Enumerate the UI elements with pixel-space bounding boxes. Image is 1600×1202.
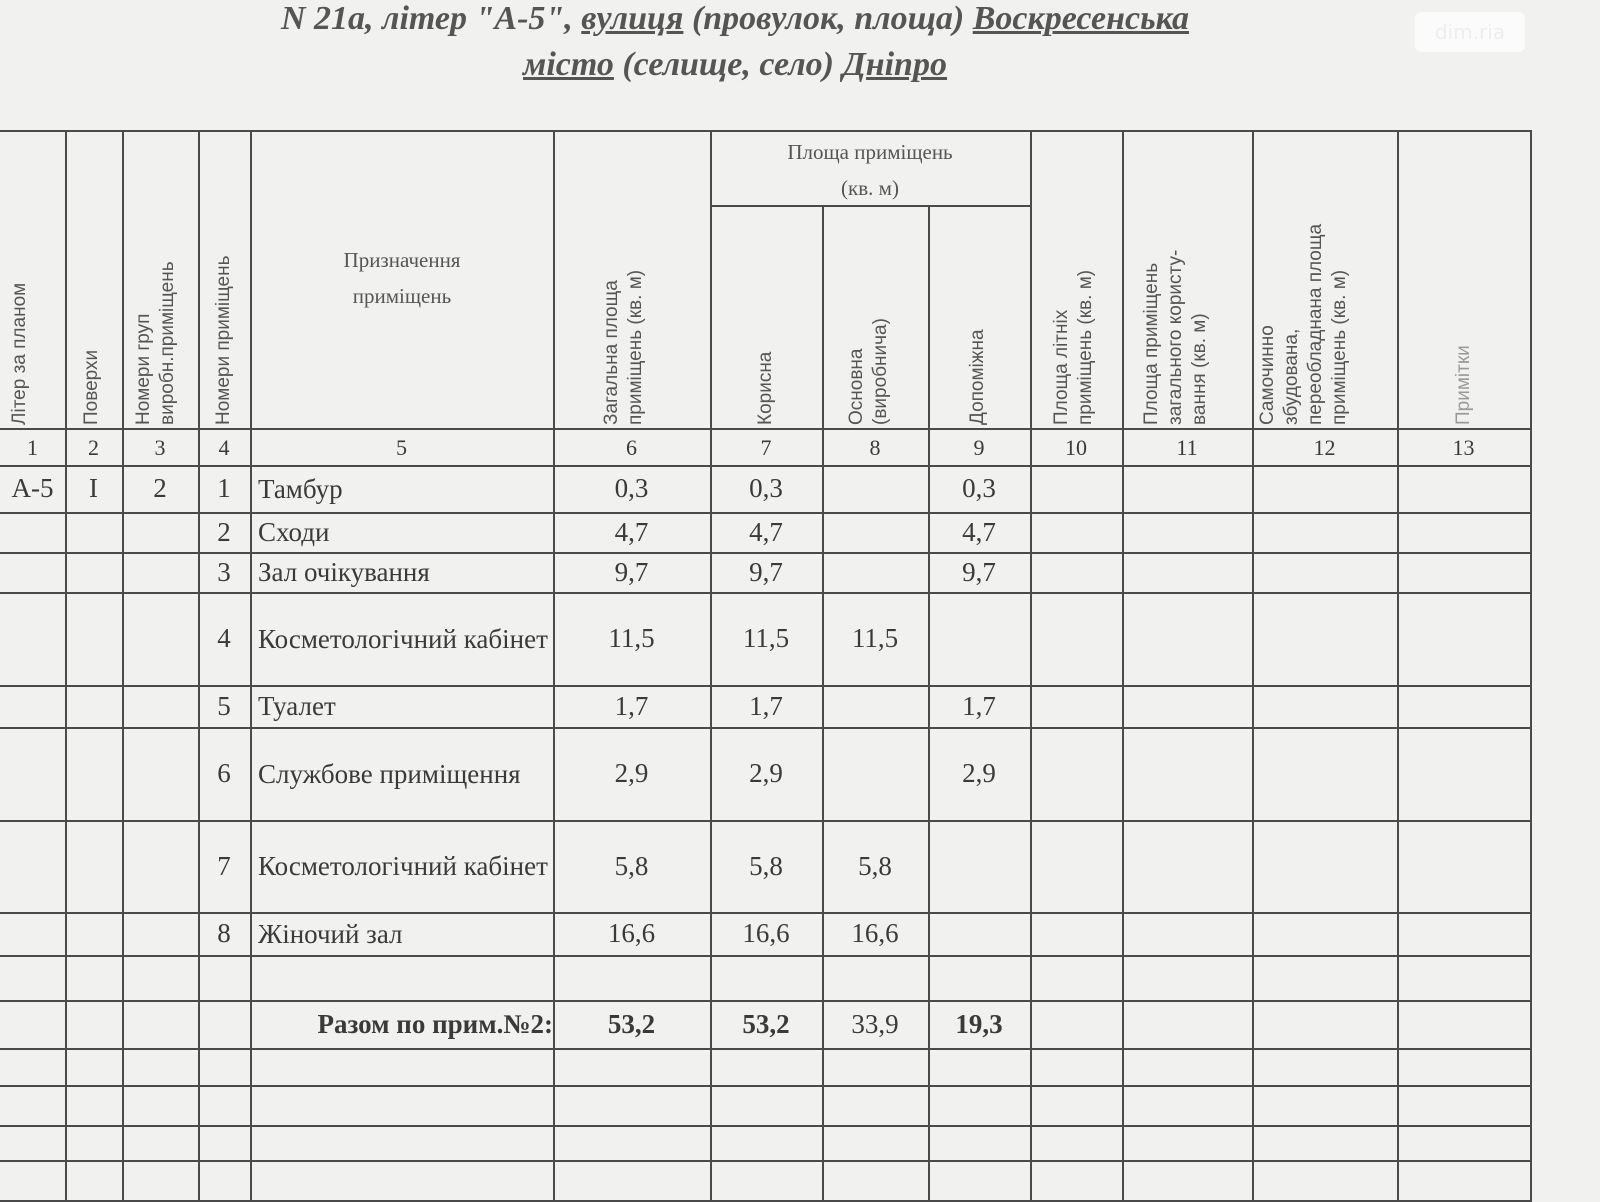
cell-total: 4,7 (614, 516, 649, 547)
cell-aux: 4,7 (962, 516, 996, 547)
cell-liter (0, 912, 65, 955)
header-line: (виробнича) (870, 318, 891, 425)
cell-floor (65, 685, 122, 727)
city-type-note: (селище, село) (622, 46, 834, 83)
cell-aux: 9,7 (962, 556, 996, 587)
cell-floor (65, 552, 122, 592)
cell-aux (928, 592, 1030, 685)
header-main (845, 318, 893, 425)
total-area: 53,2 (607, 1008, 656, 1039)
header-auxiliary: Допоміжна (967, 329, 988, 425)
cell-total: 2,9 (614, 758, 649, 788)
header-line: Основна (846, 348, 867, 425)
cell-group (122, 592, 198, 685)
cell-liter (0, 727, 65, 820)
total-label: Разом по прим.№2: (317, 1008, 553, 1039)
row-divider (0, 1125, 1532, 1127)
cell-liter (0, 552, 65, 592)
header-line: приміщень (кв. м) (1075, 269, 1096, 425)
cell-main (822, 552, 928, 592)
cell-floor: I (89, 473, 98, 503)
city-name: Дніпро (842, 46, 947, 83)
column-divider (1252, 130, 1254, 1200)
header-common-area (1140, 250, 1212, 425)
cell-group (122, 552, 198, 592)
header-room-area-group (712, 134, 1028, 206)
cell-group (122, 685, 198, 727)
header-notes: Примітки (1453, 345, 1474, 425)
watermark-logo: dim.ria (1415, 12, 1525, 52)
column-number: 2 (88, 434, 99, 460)
cell-name: Тамбур (258, 473, 343, 504)
cell-no: 7 (217, 850, 231, 881)
header-group-numbers (132, 261, 180, 425)
header-line: приміщень (352, 284, 452, 308)
row-divider (0, 1160, 1532, 1162)
cell-name: Зал очікування (258, 557, 430, 587)
cell-name: Службове приміщення (258, 758, 521, 789)
cell-useful: 16,6 (742, 918, 790, 948)
cell-main: 5,8 (858, 850, 892, 881)
cell-useful: 11,5 (742, 623, 790, 653)
cell-no: 3 (217, 556, 231, 587)
row-divider (0, 1085, 1532, 1087)
header-line: (кв. м) (841, 176, 899, 200)
document-title-line1 (0, 0, 1470, 38)
cell-group (122, 912, 198, 955)
cell-useful: 4,7 (749, 516, 783, 547)
header-line: виробн.приміщень (157, 261, 178, 425)
cell-liter (0, 592, 65, 685)
cell-main (822, 727, 928, 820)
cell-name: Косметологічний кабінет (258, 623, 548, 654)
total-main: 33,9 (851, 1008, 899, 1039)
cell-aux: 2,9 (962, 758, 996, 788)
header-unauthorized-area (1256, 224, 1352, 425)
cell-total: 5,8 (614, 850, 649, 881)
cell-liter (0, 685, 65, 727)
column-number: 9 (973, 434, 985, 460)
cell-main (822, 512, 928, 552)
cell-main: 16,6 (851, 918, 899, 948)
cell-name: Сходи (258, 517, 330, 547)
cell-useful: 5,8 (749, 850, 783, 881)
cell-main (822, 685, 928, 727)
header-summer-area (1050, 270, 1098, 425)
document-title-line2 (0, 46, 1470, 84)
column-number: 8 (869, 434, 881, 460)
cell-useful: 1,7 (749, 690, 783, 721)
header-useful: Корисна (755, 351, 776, 425)
column-number: 1 (27, 434, 38, 460)
cell-no: 2 (217, 516, 231, 547)
header-line: вання (кв. м) (1189, 313, 1210, 425)
cell-name: Туалет (258, 691, 336, 721)
header-line: Номери груп (133, 313, 154, 425)
city-label: місто (523, 46, 614, 83)
header-line: Площа літніх (1051, 309, 1072, 425)
header-line: Площа приміщень (1141, 262, 1162, 425)
cell-aux (928, 820, 1030, 912)
street-type-note: (провулок, площа) (691, 0, 965, 37)
column-divider (1530, 130, 1532, 1200)
cell-floor (65, 592, 122, 685)
column-divider (1030, 130, 1032, 1200)
column-number: 5 (396, 434, 407, 460)
cell-name: Жіночий зал (258, 918, 403, 949)
column-number: 11 (1176, 434, 1198, 460)
cell-group (122, 727, 198, 820)
column-number: 7 (760, 434, 772, 460)
street-label: вулиця (581, 0, 684, 37)
row-divider (0, 1048, 1532, 1050)
cell-no: 1 (217, 473, 231, 503)
cell-main: 11,5 (851, 623, 899, 653)
cell-group: 2 (153, 473, 167, 503)
cell-liter (0, 512, 65, 552)
header-line: Загальна площа (601, 280, 622, 425)
building-number: N 21а, літер "А-5", (280, 0, 573, 37)
column-number: 10 (1065, 434, 1087, 460)
header-total-area (600, 270, 648, 425)
cell-no: 5 (217, 690, 231, 721)
table-top-border (0, 130, 1532, 132)
cell-total: 16,6 (607, 918, 656, 948)
cell-aux: 1,7 (962, 690, 996, 721)
cell-liter: А-5 (11, 473, 54, 503)
row-divider (0, 955, 1532, 957)
column-divider (1122, 130, 1124, 1200)
header-liter: Літер за планом (9, 282, 30, 425)
header-line: Самочинно (1257, 325, 1278, 425)
column-divider (1397, 130, 1399, 1200)
header-room-numbers: Номери приміщень (213, 255, 234, 425)
header-line: приміщень (кв. м) (625, 269, 646, 425)
total-useful: 53,2 (742, 1008, 790, 1039)
cell-useful: 2,9 (749, 758, 783, 788)
header-line: Призначення (343, 248, 461, 272)
cell-liter (0, 820, 65, 912)
header-line: збудована, (1281, 328, 1302, 425)
cell-total: 1,7 (614, 690, 649, 721)
cell-no: 8 (217, 918, 231, 948)
cell-main (822, 465, 928, 512)
cell-no: 4 (217, 623, 231, 653)
cell-total: 11,5 (608, 623, 655, 653)
header-floors: Поверхи (81, 349, 102, 425)
column-number: 4 (218, 434, 230, 460)
cell-floor (65, 727, 122, 820)
column-number: 12 (1313, 434, 1336, 460)
header-line: приміщень (кв. м) (1329, 269, 1350, 425)
cell-no: 6 (217, 758, 231, 788)
column-number: 13 (1452, 434, 1475, 460)
cell-total: 0,3 (614, 473, 649, 503)
total-auxiliary: 19,3 (955, 1008, 1003, 1039)
header-line: переобладнана площа (1305, 223, 1326, 425)
cell-floor (65, 820, 122, 912)
cell-useful: 0,3 (749, 473, 783, 503)
cell-floor (65, 512, 122, 552)
cell-group (122, 820, 198, 912)
header-line: загального користу- (1165, 249, 1186, 425)
header-line: Площа приміщень (787, 140, 953, 164)
cell-group (122, 512, 198, 552)
cell-aux (928, 912, 1030, 955)
cell-total: 9,7 (614, 556, 649, 587)
cell-floor (65, 912, 122, 955)
column-number: 6 (626, 434, 637, 460)
street-name: Воскресенська (972, 0, 1190, 37)
cell-useful: 9,7 (749, 556, 783, 587)
cell-aux: 0,3 (962, 473, 996, 503)
header-purpose (252, 242, 552, 314)
cell-name: Косметологічний кабінет (258, 851, 548, 881)
column-number: 3 (154, 434, 166, 460)
